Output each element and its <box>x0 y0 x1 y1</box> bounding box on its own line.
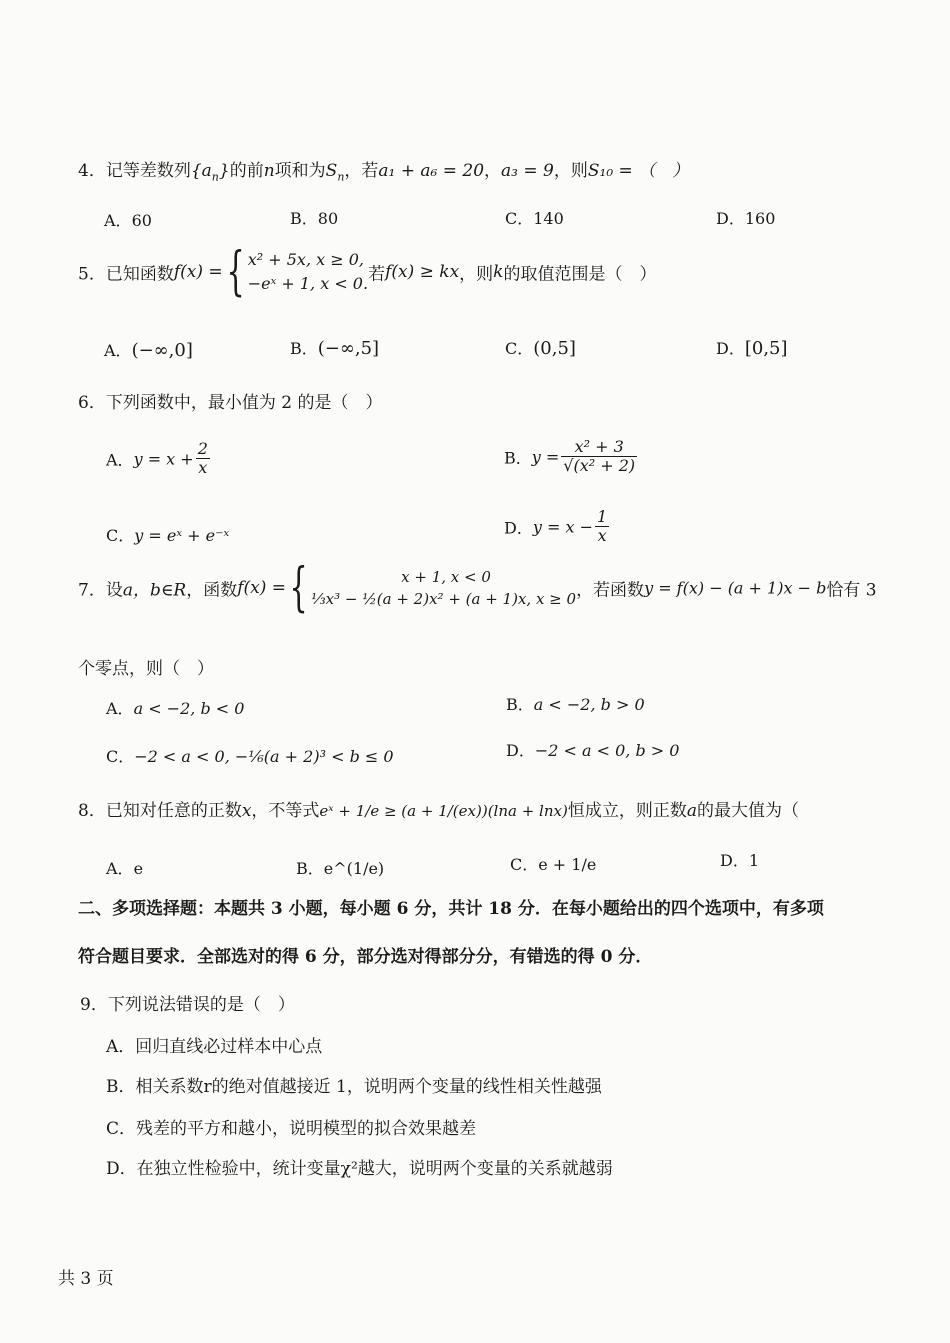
q9-stem: 9．下列说法错误的是（ ） <box>80 995 295 1015</box>
q4-text-c: 项和为 <box>274 161 326 181</box>
q6-option-b[interactable]: B．y = $\frac{\text{x² + 3}}{\text{√(x² + 2)}}$ <box>504 437 636 476</box>
q5-fx: f(x) = <box>173 262 223 282</box>
q9-option-b[interactable]: B．相关系数r的绝对值越接近 1，说明两个变量的线性相关性越强 <box>106 1077 602 1097</box>
q8-text: 8．已知对任意的正数 <box>78 801 242 821</box>
q4-option-b[interactable]: B．80 <box>290 209 339 228</box>
q6-d-fraction: $\frac{1}{x}$ <box>596 507 608 546</box>
q5-text-d: 的取值范围是（ ） <box>503 264 657 285</box>
q6-option-a[interactable]: A．y = x + $\frac{2}{x}$ <box>106 439 208 478</box>
section2-heading-line1: 二、多项选择题：本题共 3 小题，每小题 6 分，共计 18 分．在每小题给出的四个选项中，有多项 <box>78 899 824 919</box>
q8-stem <box>78 796 799 821</box>
q5-case1: x² + 5x, x ≥ 0, <box>247 250 364 269</box>
q4-option-c[interactable]: C．140 <box>505 209 564 228</box>
q7-fx: f(x) = <box>237 578 287 598</box>
q7-option-b[interactable]: B．a < −2, b > 0 <box>506 695 645 714</box>
q7-text-d: 恰有 3 <box>826 580 877 601</box>
q8-text-b: ，不等式 <box>251 801 320 821</box>
q8-a: a <box>686 801 697 821</box>
q5-brace: { <box>226 242 245 302</box>
q9-option-a[interactable]: A．回归直线必过样本中心点 <box>106 1037 323 1057</box>
q4-text-f: ，则 <box>553 161 588 181</box>
q9-option-d[interactable]: D．在独立性检验中，统计变量χ²越大，说明两个变量的关系就越弱 <box>106 1159 613 1179</box>
q7-text: 7．设 <box>78 580 123 601</box>
q8-x: x <box>241 801 252 821</box>
q4-stem <box>78 156 689 183</box>
q4-sn: $S_n$ <box>325 161 345 184</box>
q4-option-d[interactable]: D．160 <box>716 209 776 228</box>
q8-option-b[interactable]: B．e^(1/e) <box>296 859 385 878</box>
q8-text-d: 的最大值为（ <box>696 801 799 821</box>
q7-option-a[interactable]: A．a < −2, b < 0 <box>106 699 245 718</box>
q8-ineq: eˣ + 1/e ≥ (a + 1/(ex))(lna + lnx) <box>319 802 568 820</box>
q7-text-c: ，若函数 <box>576 580 645 601</box>
q4-seq: $\{a_n\}$ <box>190 161 230 184</box>
q6-b-fraction: $\frac{\text{x² + 3}}{\text{√(x² + 2)}}$ <box>563 437 636 476</box>
q4-option-a[interactable]: A．60 <box>104 211 152 230</box>
q8-option-a[interactable]: A．e <box>106 859 144 878</box>
q7-text-b: ，函数 <box>186 580 238 601</box>
q5-ineq: f(x) ≥ kx <box>385 262 460 282</box>
q4-text-d: ，若 <box>344 161 379 181</box>
q7-stem-line2: 个零点，则（ ） <box>78 659 214 679</box>
q5-k: k <box>493 262 504 282</box>
q7-func: y = f(x) − (a + 1)x − b <box>644 578 827 598</box>
q5-option-b[interactable]: B．(−∞,5] <box>290 338 380 359</box>
section2-heading-line2: 符合题目要求．全部选对的得 6 分，部分选对得部分分，有错选的得 0 分． <box>78 947 653 967</box>
q5-case2: −eˣ + 1, x < 0. <box>247 274 369 293</box>
q4-cond1: a₁ + a₆ = 20 <box>378 161 485 181</box>
q4-text-b: 的前 <box>229 161 264 181</box>
q8-option-c[interactable]: C．e + 1/e <box>510 855 597 874</box>
q5-option-d[interactable]: D．[0,5] <box>716 338 788 359</box>
q5-cases <box>248 248 368 296</box>
q6-option-c[interactable]: C．y = eˣ + e⁻ˣ <box>106 526 230 545</box>
q5-option-c[interactable]: C．(0,5] <box>505 338 576 359</box>
q7-vars: a，b∈R <box>122 580 187 601</box>
page-footer: 共 3 页 <box>58 1269 114 1289</box>
q5-option-a[interactable]: A．(−∞,0] <box>104 340 193 361</box>
q8-text-c: 恒成立，则正数 <box>567 801 687 821</box>
q9-option-c[interactable]: C．残差的平方和越小，说明模型的拟合效果越差 <box>106 1119 477 1139</box>
q7-option-d[interactable]: D．−2 < a < 0, b > 0 <box>506 741 680 760</box>
q5-text-c: ，则 <box>459 264 494 285</box>
q4-text-e: ， <box>484 161 502 181</box>
q7-brace: { <box>289 558 308 618</box>
q4-n: n <box>263 161 275 181</box>
q4-target: S₁₀ = （ ） <box>587 161 690 181</box>
q7-option-c[interactable]: C．−2 < a < 0, −⅙(a + 2)³ < b ≤ 0 <box>106 747 394 766</box>
q5-text: 5．已知函数 <box>78 264 174 285</box>
q4-text: 4．记等差数列 <box>78 161 191 181</box>
q7-cases <box>311 566 576 611</box>
q6-option-d[interactable]: D．y = x − $\frac{1}{x}$ <box>504 507 608 546</box>
q6-a-fraction: $\frac{2}{x}$ <box>197 439 208 478</box>
q7-case1: x + 1, x < 0 <box>401 567 491 586</box>
q5-stem <box>78 242 657 302</box>
q6-stem: 6．下列函数中，最小值为 2 的是（ ） <box>78 393 383 413</box>
q7-stem <box>78 558 877 618</box>
q7-case2: ⅓x³ − ½(a + 2)x² + (a + 1)x, x ≥ 0 <box>311 590 577 608</box>
q5-text-b: 若 <box>368 264 386 285</box>
q4-cond2: a₃ = 9 <box>501 161 554 181</box>
q8-option-d[interactable]: D．1 <box>720 851 760 870</box>
